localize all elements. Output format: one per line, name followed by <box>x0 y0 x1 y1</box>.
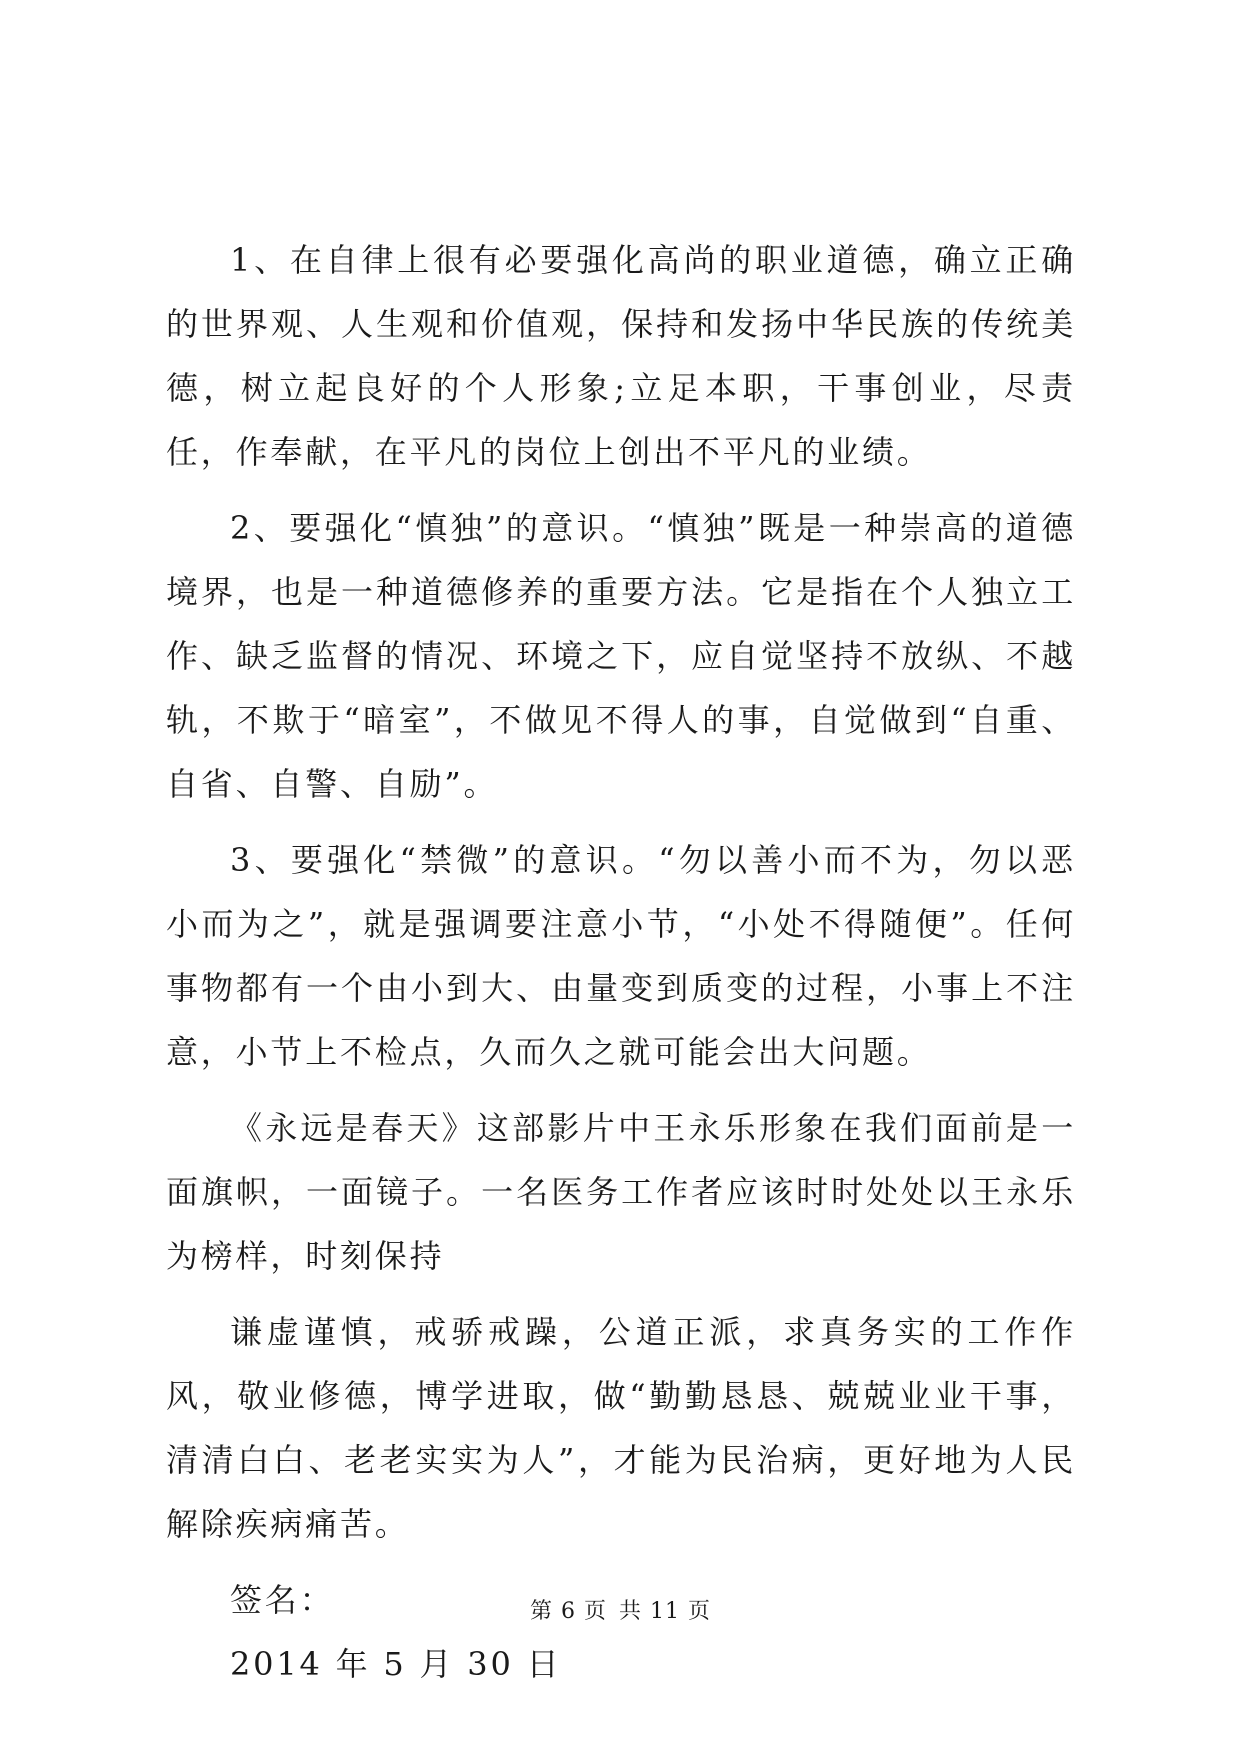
signature-label: 签名： <box>230 1581 335 1619</box>
page-total: 共 11 页 <box>619 1599 711 1624</box>
paragraph-2: 2、要强化“慎独”的意识。“慎独”既是一种崇高的道德境界，也是一种道德修养的重要方法。它是指在个人独立工作、缺乏监督的情况、环境之下，应自觉坚持不放纵、不越轨，不欺于“暗室”，不做见不得人的事，自觉做到“自重、自省、自警、自励”。 <box>166 509 1076 803</box>
paragraph-4: 《永远是春天》这部影片中王永乐形象在我们面前是一面旗帜，一面镜子。一名医务工作者应该时时处处以王永乐为榜样，时刻保持 <box>166 1109 1076 1275</box>
page-footer <box>0 1594 1241 1625</box>
document-date: 2014 年 5 月 30 日 <box>230 1645 562 1683</box>
document-body <box>166 228 1076 1696</box>
page-number: 第 6 页 <box>530 1599 607 1624</box>
paragraph-1: 1、在自律上很有必要强化高尚的职业道德，确立正确的世界观、人生观和价值观，保持和发扬中华民族的传统美德，树立起良好的个人形象;立足本职，干事创业，尽责任，作奉献，在平凡的岗位上创出不平凡的业绩。 <box>166 241 1076 471</box>
paragraph-5: 谦虚谨慎，戒骄戒躁，公道正派，求真务实的工作作风，敬业修德，博学进取，做“勤勤恳恳、兢兢业业干事，清清白白、老老实实为人”，才能为民治病，更好地为人民解除疾病痛苦。 <box>166 1313 1076 1543</box>
paragraph-3: 3、要强化“禁微”的意识。“勿以善小而不为，勿以恶小而为之”，就是强调要注意小节，“小处不得随便”。任何事物都有一个由小到大、由量变到质变的过程，小事上不注意，小节上不检点，久而久之就可能会出大问题。 <box>166 841 1076 1071</box>
